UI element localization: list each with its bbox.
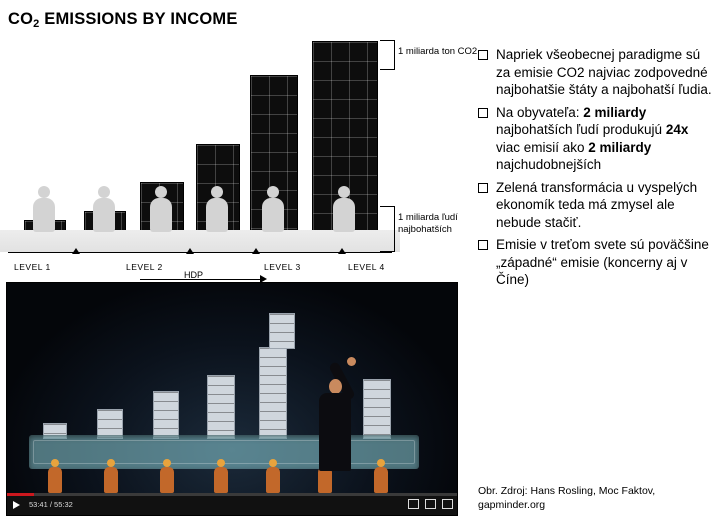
bullet-text-3: Zelená transformácia u vyspelých ekonomík teda má zmysel ale nebude stačiť. <box>496 179 698 230</box>
axis-label-level-1: LEVEL 1 <box>14 262 51 272</box>
video-controls[interactable] <box>7 493 457 515</box>
video-bar-3 <box>153 391 179 439</box>
bullet-square-icon <box>478 183 488 193</box>
video-person-5 <box>265 459 281 493</box>
person-figure-1 <box>31 186 57 232</box>
bullet-square-icon <box>478 108 488 118</box>
video-player[interactable] <box>6 282 458 516</box>
list-item <box>478 104 716 174</box>
fullscreen-icon[interactable] <box>442 499 453 509</box>
bullet-list <box>478 46 716 294</box>
bottom-brace <box>380 206 395 252</box>
video-bar-5 <box>259 347 287 439</box>
list-item <box>478 236 716 289</box>
speaker-figure <box>307 361 365 473</box>
bullet-square-icon <box>478 50 488 60</box>
bullet-square-icon <box>478 240 488 250</box>
axis-label-level-2: LEVEL 2 <box>126 262 163 272</box>
video-person-7 <box>373 459 389 493</box>
page-title <box>8 10 238 29</box>
bullet-text-2: Na obyvateľa: 2 miliardy najbohatších ľudí produkujú 24x viac emisií ako 2 miliardy najchudobnejších <box>496 104 689 172</box>
video-progress-bar[interactable] <box>7 493 457 496</box>
title-rest: EMISSIONS BY INCOME <box>39 10 238 28</box>
video-right-controls[interactable] <box>404 499 453 509</box>
video-bar-4 <box>207 375 235 439</box>
annotation-top: 1 miliarda ton CO2 <box>398 46 478 57</box>
axis-label-level-4: LEVEL 4 <box>348 262 385 272</box>
video-time: 53:41 / 55:32 <box>29 500 73 509</box>
annotation-bottom: 1 miliarda ľudí najbohatších <box>398 212 458 235</box>
video-bar-6 <box>269 313 295 349</box>
person-figure-4 <box>204 186 230 232</box>
image-credit: Obr. Zdroj: Hans Rosling, Moc Faktov, gapminder.org <box>478 485 656 511</box>
person-figure-3 <box>148 186 174 232</box>
person-figure-2 <box>91 186 117 232</box>
play-icon[interactable] <box>13 501 20 509</box>
emissions-chart <box>0 34 478 280</box>
person-figure-5 <box>260 186 286 232</box>
list-item <box>478 46 716 99</box>
title-subscript: 2 <box>33 18 40 30</box>
axis-tick-3 <box>252 248 260 254</box>
video-person-3 <box>159 459 175 493</box>
settings-icon[interactable] <box>425 499 436 509</box>
video-person-1 <box>47 459 63 493</box>
captions-icon[interactable] <box>408 499 419 509</box>
video-person-2 <box>103 459 119 493</box>
person-figure-6 <box>331 186 357 232</box>
top-brace <box>380 40 395 70</box>
chart-axis-line <box>8 252 392 253</box>
video-bar-7 <box>363 379 391 439</box>
axis-tick-2 <box>186 248 194 254</box>
title-co: CO <box>8 10 34 28</box>
axis-label-level-3: LEVEL 3 <box>264 262 301 272</box>
video-person-4 <box>213 459 229 493</box>
bullet-text-4: Emisie v treťom svete sú poväčšine „západné“ emisie (koncerny aj v Číne) <box>496 237 709 287</box>
axis-tick-1 <box>72 248 80 254</box>
hdp-label: HDP <box>184 270 204 280</box>
axis-tick-4 <box>338 248 346 254</box>
list-item <box>478 179 716 232</box>
bullet-text-1: Napriek všeobecnej paradigme sú za emisie CO2 najviac zodpovedné najbohatšie štáty a najbohatší ľudia. <box>496 47 712 97</box>
